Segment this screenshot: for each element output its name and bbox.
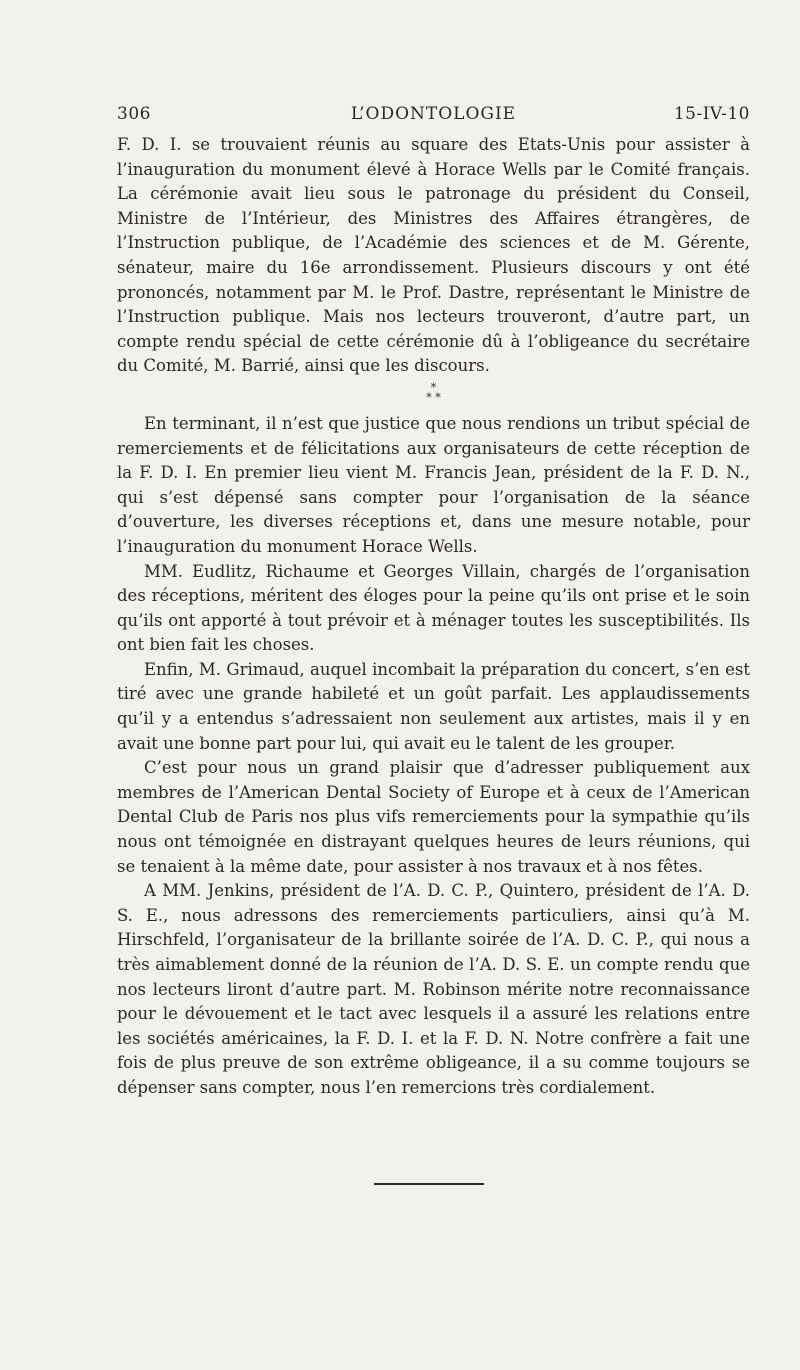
journal-title: L’ODONTOLOGIE xyxy=(350,104,517,124)
asterism-bottom: * * xyxy=(426,390,441,404)
end-rule xyxy=(374,1183,484,1185)
paragraph: A MM. Jenkins, président de l’A. D. C. P., Quintero, président de l’A. D. S. E., nous adressons des remerciements particuliers, ainsi qu’à M. Hirschfeld, l’organisateur de la brillante soirée de l’A. D. C. P., qui nous a très aimablement donné de la réunion de l’A. D. S. E. un compte rendu que nos lecteurs liront d’autre part. M. Robinson mérite notre reconnaissance pour le dévouement et le tact avec lesquels il a assuré les relations entre les sociétés américaines, la F. D. I. et la F. D. N. Notre confrère a fait une fois de plus preuve de son extrême obligeance, il a su comme toujours se dépenser sans compter, nous l’en remercions très cordialement. xyxy=(117,881,750,1097)
paragraph: C’est pour nous un grand plaisir que d’adresser publiquement aux membres de l’American Dental Society of Europe et à ceux de l’American Dental Club de Paris nos plus vifs remerciements pour la sympathie qu’ils nous ont témoignée en distrayant quelques heures de leurs réunions, qui se tenaient à la même date, pour assister à nos travaux et à nos fêtes. xyxy=(117,758,750,876)
paragraph: F. D. I. se trouvaient réunis au square des Etats-Unis pour assister à l’inauguration du monument élevé à Horace Wells par le Comité français. La cérémonie avait lieu sous le patronage du président du Conseil, Ministre de l’Intérieur, des Ministres des Affaires étrangères, de l’Instruction publique, de l’Académie des sciences et de M. Gérente, sénateur, maire du 16e arrondissement. Plusieurs discours y ont été prononcés, notamment par M. le Prof. Dastre, représentant le Ministre de l’Instruction publique. Mais nos lecteurs trouveront, d’autre part, un compte rendu spécial de cette cérémonie dû à l’obligeance du secrétaire du Comité, M. Barrié, ainsi que les discours. xyxy=(117,135,750,376)
asterism-top: * xyxy=(430,380,437,394)
section-asterism xyxy=(117,379,750,412)
page-number: 306 xyxy=(117,104,151,124)
paragraph: Enfin, M. Grimaud, auquel incombait la préparation du concert, s’en est tiré avec une grande habileté et un goût parfait. Les applaudissements qu’il y a entendus s’adressaient non seulement aux artistes, mais il y en avait une bonne part pour lui, qui avait eu le talent de les grouper. xyxy=(117,659,750,753)
article-body xyxy=(117,133,750,1101)
paragraph: En terminant, il n’est que justice que nous rendions un tribut spécial de remerciements et de félicitations aux organisateurs de cette réception de la F. D. I. En premier lieu vient M. Francis Jean, président de la F. D. N., qui s’est dépensé sans compter pour l’organisation de la séance d’ouverture, les diverses réceptions et, dans une mesure notable, pour l’inauguration du monument Horace Wells. xyxy=(117,413,750,556)
running-header xyxy=(117,104,750,132)
paragraph: MM. Eudlitz, Richaume et Georges Villain, chargés de l’organisation des réceptions, méritent des éloges pour la peine qu’ils ont prise et le soin qu’ils ont apporté à tout prévoir et à ménager toutes les susceptibilités. Ils ont bien fait les choses. xyxy=(117,561,750,655)
issue-date: 15-IV-10 xyxy=(673,104,750,124)
